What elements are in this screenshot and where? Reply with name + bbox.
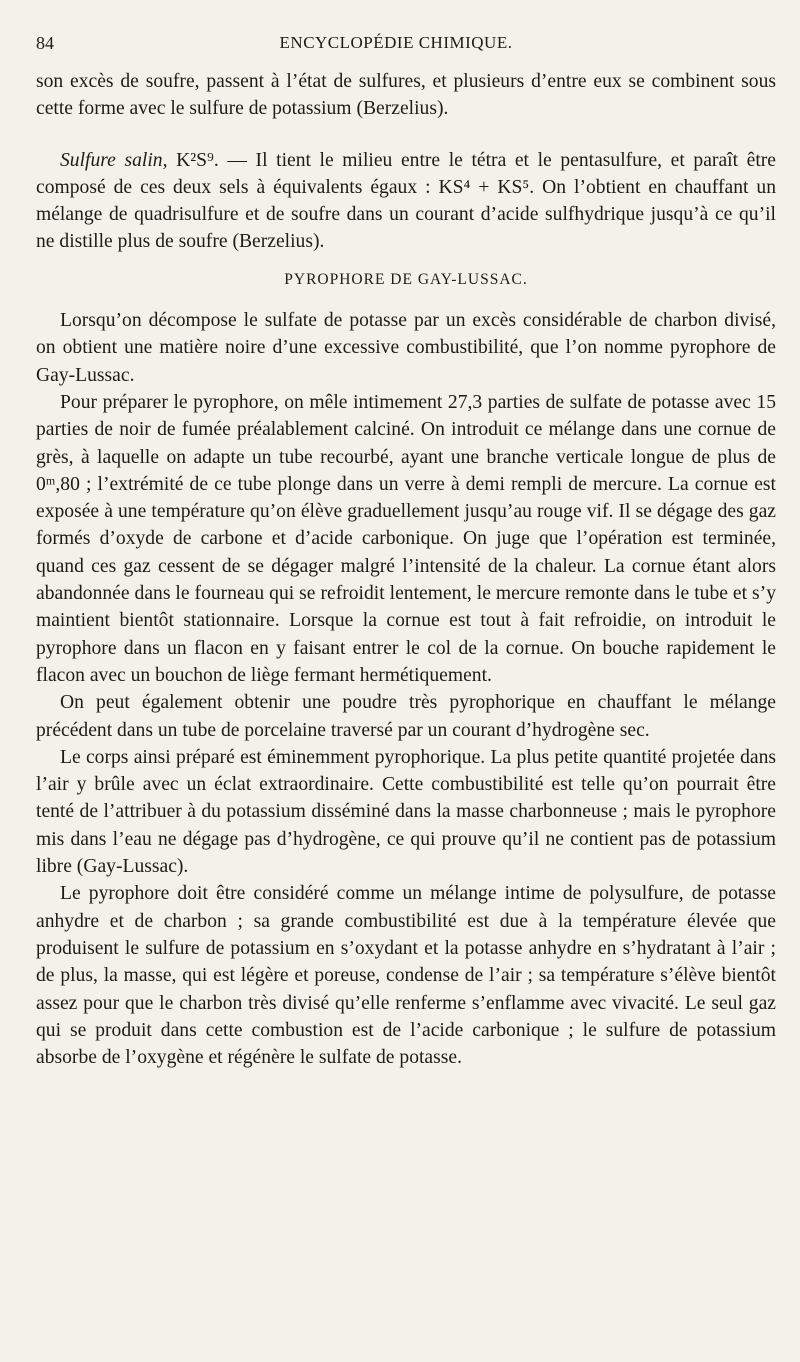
paragraph-properties: Le corps ainsi préparé est éminemment pyrophorique. La plus petite quantité projetée dans l’air y brûle avec un éclat extraordinaire. Cette combustibilité est telle qu’on pourrait être tenté de l’attribuer à du potassium disséminé dans la masse charbonneuse ; mais le pyrophore mis dans l’eau ne dégage pas d’hydrogène, ce qui prouve qu’il ne contient pas de potassium libre (Gay-Lussac). xyxy=(36,746,776,878)
paragraph-continuation: son excès de soufre, passent à l’état de sulfures, et plusieurs d’entre eux se combinent sous cette forme avec le sulfure de potassium (Berzelius). xyxy=(36,71,776,120)
paragraph-preparation: Pour préparer le pyrophore, on mêle intimement 27,3 parties de sulfate de potasse avec 15 parties de noir de fumée préalablement calciné. On introduit ce mélange dans une cornue de grès, à laquelle on adapte un tube recourbé, ayant une branche verticale longue de plus de 0ᵐ,80 ; l’extrémité de ce tube plonge dans un verre à demi rempli de mercure. La cornue est exposée à une température qu’on élève graduellement jusqu’au rouge vif. Il se dégage des gaz formés d’oxyde de carbone et d’acide carbonique. On juge que l’opération est terminée, quand ces gaz cessent de se dégager malgré l’intensité de la chaleur. La cornue étant alors abandonnée dans le fourneau qui se refroidit lentement, le mercure remonte dans le tube et s’y maintient bientôt stationnaire. Lorsque la cornue est tout à fait refroidie, on introduit le pyrophore dans un flacon en y faisant entrer le col de la cornue. On bouche rapidement le flacon avec un bouchon de liège fermant hermétiquement. xyxy=(36,391,776,686)
sulfure-salin-term: Sulfure salin, xyxy=(60,149,168,171)
paragraph-alternative: On peut également obtenir une poudre très pyrophorique en chauffant le mélange précédent dans un tube de porcelaine traversé par un courant d’hydrogène sec. xyxy=(36,692,776,741)
sulfure-salin-formula: K²S⁹. xyxy=(176,149,219,171)
paragraph-composition: Le pyrophore doit être considéré comme un mélange intime de polysulfure, de potasse anhydre et de charbon ; sa grande combustibilité est due à la température élevée que produisent le sulfure de potassium en s’oxydant et la potasse anhydre en s’hydratant à l’air ; de plus, la masse, qui est légère et poreuse, condense de l’air ; sa température s’élève bientôt assez pour que le charbon très divisé qu’elle renferme s’enflamme avec vivacité. Le seul gaz qui se produit dans cette combustion est de l’acide carbonique ; le sulfure de potassium absorbe de l’oxygène et régénère le sulfate de potasse. xyxy=(36,883,776,1069)
page-number: 84 xyxy=(36,33,54,53)
running-header xyxy=(36,33,776,57)
running-title: ENCYCLOPÉDIE CHIMIQUE. xyxy=(279,33,513,52)
body-text xyxy=(36,68,776,1071)
paragraph-intro: Lorsqu’on décompose le sulfate de potasse par un excès considérable de charbon divisé, on obtient une matière noire d’une excessive combustibilité, que l’on nomme pyrophore de Gay-Lussac. xyxy=(36,310,776,386)
section-heading: PYROPHORE DE GAY-LUSSAC. xyxy=(284,270,528,288)
paragraph-sulfure-salin xyxy=(36,147,776,256)
sulfure-salin-text: — Il tient le milieu entre le tétra et le pentasulfure, et paraît être composé de ces deux sels à équivalents égaux : KS⁴ + KS⁵. On l’obtient en chauffant un mélange de quadrisulfure et de soufre dans un courant d’acide sulfhydrique jusqu’à ce qu’il ne distille plus de soufre (Berzelius). xyxy=(36,149,776,253)
